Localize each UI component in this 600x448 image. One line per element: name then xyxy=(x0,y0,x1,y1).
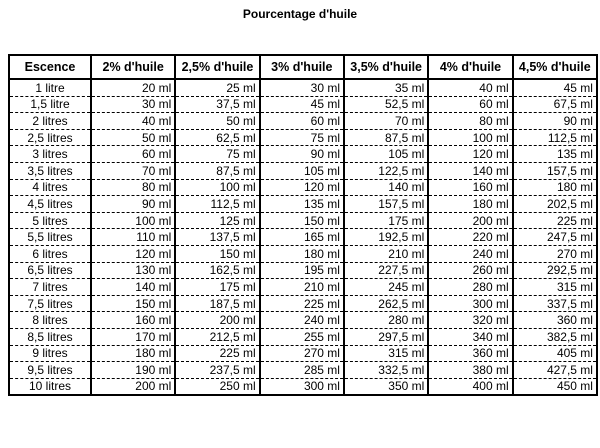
oil-amount-cell: 135 ml xyxy=(260,196,344,213)
oil-amount-cell: 200 ml xyxy=(91,378,175,395)
oil-amount-cell: 210 ml xyxy=(260,279,344,296)
oil-amount-cell: 270 ml xyxy=(513,245,597,262)
oil-amount-cell: 382,5 ml xyxy=(513,328,597,345)
oil-amount-cell: 100 ml xyxy=(428,129,512,146)
oil-amount-cell: 280 ml xyxy=(344,312,428,329)
volume-cell: 5,5 litres xyxy=(9,229,91,246)
oil-amount-cell: 190 ml xyxy=(91,362,175,379)
volume-cell: 7 litres xyxy=(9,279,91,296)
oil-amount-cell: 450 ml xyxy=(513,378,597,395)
volume-cell: 8,5 litres xyxy=(9,328,91,345)
oil-amount-cell: 40 ml xyxy=(428,79,512,96)
oil-amount-cell: 350 ml xyxy=(344,378,428,395)
oil-amount-cell: 160 ml xyxy=(428,179,512,196)
oil-amount-cell: 180 ml xyxy=(513,179,597,196)
oil-amount-cell: 60 ml xyxy=(91,146,175,163)
oil-amount-cell: 300 ml xyxy=(428,295,512,312)
table-row xyxy=(9,113,597,130)
oil-amount-cell: 195 ml xyxy=(260,262,344,279)
column-header-3-percent: 3% d'huile xyxy=(260,55,344,79)
table-row xyxy=(9,295,597,312)
oil-amount-cell: 320 ml xyxy=(428,312,512,329)
table-row xyxy=(9,245,597,262)
oil-amount-cell: 227,5 ml xyxy=(344,262,428,279)
oil-amount-cell: 45 ml xyxy=(260,96,344,113)
oil-amount-cell: 105 ml xyxy=(260,162,344,179)
volume-cell: 2,5 litres xyxy=(9,129,91,146)
oil-amount-cell: 120 ml xyxy=(428,146,512,163)
oil-amount-cell: 157,5 ml xyxy=(344,196,428,213)
volume-cell: 6,5 litres xyxy=(9,262,91,279)
oil-amount-cell: 240 ml xyxy=(428,245,512,262)
volume-cell: 9 litres xyxy=(9,345,91,362)
column-header-2-percent: 2% d'huile xyxy=(91,55,175,79)
oil-amount-cell: 140 ml xyxy=(344,179,428,196)
oil-amount-cell: 202,5 ml xyxy=(513,196,597,213)
oil-amount-cell: 110 ml xyxy=(91,229,175,246)
oil-amount-cell: 87,5 ml xyxy=(344,129,428,146)
oil-amount-cell: 45 ml xyxy=(513,79,597,96)
oil-amount-cell: 70 ml xyxy=(344,113,428,130)
oil-amount-cell: 200 ml xyxy=(175,312,259,329)
table-row xyxy=(9,162,597,179)
oil-amount-cell: 220 ml xyxy=(428,229,512,246)
oil-amount-cell: 162,5 ml xyxy=(175,262,259,279)
oil-amount-cell: 80 ml xyxy=(428,113,512,130)
oil-amount-cell: 62,5 ml xyxy=(175,129,259,146)
oil-amount-cell: 400 ml xyxy=(428,378,512,395)
oil-amount-cell: 140 ml xyxy=(91,279,175,296)
oil-amount-cell: 292,5 ml xyxy=(513,262,597,279)
table-row xyxy=(9,328,597,345)
oil-amount-cell: 60 ml xyxy=(260,113,344,130)
oil-amount-cell: 67,5 ml xyxy=(513,96,597,113)
volume-cell: 1,5 litre xyxy=(9,96,91,113)
table-row xyxy=(9,196,597,213)
volume-cell: 3 litres xyxy=(9,146,91,163)
oil-amount-cell: 245 ml xyxy=(344,279,428,296)
oil-amount-cell: 50 ml xyxy=(91,129,175,146)
column-header-3-5-percent: 3,5% d'huile xyxy=(344,55,428,79)
oil-amount-cell: 75 ml xyxy=(260,129,344,146)
oil-amount-cell: 332,5 ml xyxy=(344,362,428,379)
oil-amount-cell: 250 ml xyxy=(175,378,259,395)
oil-amount-cell: 180 ml xyxy=(260,245,344,262)
volume-cell: 6 litres xyxy=(9,245,91,262)
oil-amount-cell: 225 ml xyxy=(260,295,344,312)
oil-amount-cell: 112,5 ml xyxy=(175,196,259,213)
oil-amount-cell: 360 ml xyxy=(513,312,597,329)
oil-amount-cell: 380 ml xyxy=(428,362,512,379)
oil-amount-cell: 75 ml xyxy=(175,146,259,163)
column-header-essence: Escence xyxy=(9,55,91,79)
table-row xyxy=(9,146,597,163)
column-header-4-5-percent: 4,5% d'huile xyxy=(513,55,597,79)
table-row xyxy=(9,362,597,379)
table-row xyxy=(9,279,597,296)
oil-amount-cell: 255 ml xyxy=(260,328,344,345)
page-title: Pourcentage d'huile xyxy=(242,7,358,21)
oil-amount-cell: 100 ml xyxy=(175,179,259,196)
oil-amount-cell: 30 ml xyxy=(91,96,175,113)
oil-amount-cell: 210 ml xyxy=(344,245,428,262)
oil-amount-cell: 165 ml xyxy=(260,229,344,246)
oil-amount-cell: 90 ml xyxy=(260,146,344,163)
oil-amount-cell: 100 ml xyxy=(91,212,175,229)
oil-amount-cell: 135 ml xyxy=(513,146,597,163)
oil-amount-cell: 262,5 ml xyxy=(344,295,428,312)
oil-amount-cell: 175 ml xyxy=(175,279,259,296)
oil-amount-cell: 247,5 ml xyxy=(513,229,597,246)
oil-amount-cell: 160 ml xyxy=(91,312,175,329)
oil-amount-cell: 225 ml xyxy=(513,212,597,229)
oil-amount-cell: 105 ml xyxy=(344,146,428,163)
volume-cell: 1 litre xyxy=(9,79,91,96)
oil-amount-cell: 175 ml xyxy=(344,212,428,229)
oil-amount-cell: 192,5 ml xyxy=(344,229,428,246)
oil-amount-cell: 270 ml xyxy=(260,345,344,362)
table-header-row xyxy=(9,55,597,79)
table-row xyxy=(9,79,597,96)
oil-amount-cell: 300 ml xyxy=(260,378,344,395)
oil-amount-cell: 150 ml xyxy=(175,245,259,262)
oil-amount-cell: 240 ml xyxy=(260,312,344,329)
oil-amount-cell: 20 ml xyxy=(91,79,175,96)
oil-amount-cell: 40 ml xyxy=(91,113,175,130)
table-body xyxy=(9,79,597,395)
oil-amount-cell: 50 ml xyxy=(175,113,259,130)
oil-amount-cell: 150 ml xyxy=(91,295,175,312)
oil-amount-cell: 52,5 ml xyxy=(344,96,428,113)
oil-amount-cell: 157,5 ml xyxy=(513,162,597,179)
table-row xyxy=(9,312,597,329)
oil-amount-cell: 130 ml xyxy=(91,262,175,279)
table-row xyxy=(9,262,597,279)
table-row xyxy=(9,129,597,146)
volume-cell: 8 litres xyxy=(9,312,91,329)
column-header-2-5-percent: 2,5% d'huile xyxy=(175,55,259,79)
oil-amount-cell: 180 ml xyxy=(91,345,175,362)
table-row xyxy=(9,378,597,395)
oil-amount-cell: 90 ml xyxy=(91,196,175,213)
oil-amount-cell: 35 ml xyxy=(344,79,428,96)
volume-cell: 4,5 litres xyxy=(9,196,91,213)
oil-amount-cell: 260 ml xyxy=(428,262,512,279)
oil-amount-cell: 87,5 ml xyxy=(175,162,259,179)
oil-amount-cell: 340 ml xyxy=(428,328,512,345)
oil-amount-cell: 237,5 ml xyxy=(175,362,259,379)
table-row xyxy=(9,345,597,362)
oil-amount-cell: 200 ml xyxy=(428,212,512,229)
table-row xyxy=(9,229,597,246)
table-row xyxy=(9,212,597,229)
volume-cell: 5 litres xyxy=(9,212,91,229)
oil-amount-cell: 125 ml xyxy=(175,212,259,229)
table-row xyxy=(9,96,597,113)
oil-amount-cell: 140 ml xyxy=(428,162,512,179)
oil-amount-cell: 315 ml xyxy=(513,279,597,296)
oil-amount-cell: 150 ml xyxy=(260,212,344,229)
oil-amount-cell: 170 ml xyxy=(91,328,175,345)
oil-amount-cell: 285 ml xyxy=(260,362,344,379)
oil-amount-cell: 297,5 ml xyxy=(344,328,428,345)
volume-cell: 3,5 litres xyxy=(9,162,91,179)
oil-amount-cell: 180 ml xyxy=(428,196,512,213)
oil-amount-cell: 120 ml xyxy=(91,245,175,262)
oil-amount-cell: 60 ml xyxy=(428,96,512,113)
volume-cell: 4 litres xyxy=(9,179,91,196)
volume-cell: 7,5 litres xyxy=(9,295,91,312)
oil-amount-cell: 360 ml xyxy=(428,345,512,362)
oil-amount-cell: 225 ml xyxy=(175,345,259,362)
volume-cell: 10 litres xyxy=(9,378,91,395)
oil-amount-cell: 80 ml xyxy=(91,179,175,196)
oil-amount-cell: 137,5 ml xyxy=(175,229,259,246)
volume-cell: 9,5 litres xyxy=(9,362,91,379)
oil-amount-cell: 122,5 ml xyxy=(344,162,428,179)
column-header-4-percent: 4% d'huile xyxy=(428,55,512,79)
oil-percentage-table xyxy=(8,54,598,396)
oil-amount-cell: 120 ml xyxy=(260,179,344,196)
oil-amount-cell: 70 ml xyxy=(91,162,175,179)
oil-amount-cell: 337,5 ml xyxy=(513,295,597,312)
oil-amount-cell: 405 ml xyxy=(513,345,597,362)
oil-amount-cell: 187,5 ml xyxy=(175,295,259,312)
oil-amount-cell: 30 ml xyxy=(260,79,344,96)
oil-amount-cell: 112,5 ml xyxy=(513,129,597,146)
oil-amount-cell: 280 ml xyxy=(428,279,512,296)
oil-amount-cell: 37,5 ml xyxy=(175,96,259,113)
oil-amount-cell: 25 ml xyxy=(175,79,259,96)
oil-amount-cell: 315 ml xyxy=(344,345,428,362)
volume-cell: 2 litres xyxy=(9,113,91,130)
oil-amount-cell: 427,5 ml xyxy=(513,362,597,379)
table-row xyxy=(9,179,597,196)
oil-amount-cell: 212,5 ml xyxy=(175,328,259,345)
oil-amount-cell: 90 ml xyxy=(513,113,597,130)
